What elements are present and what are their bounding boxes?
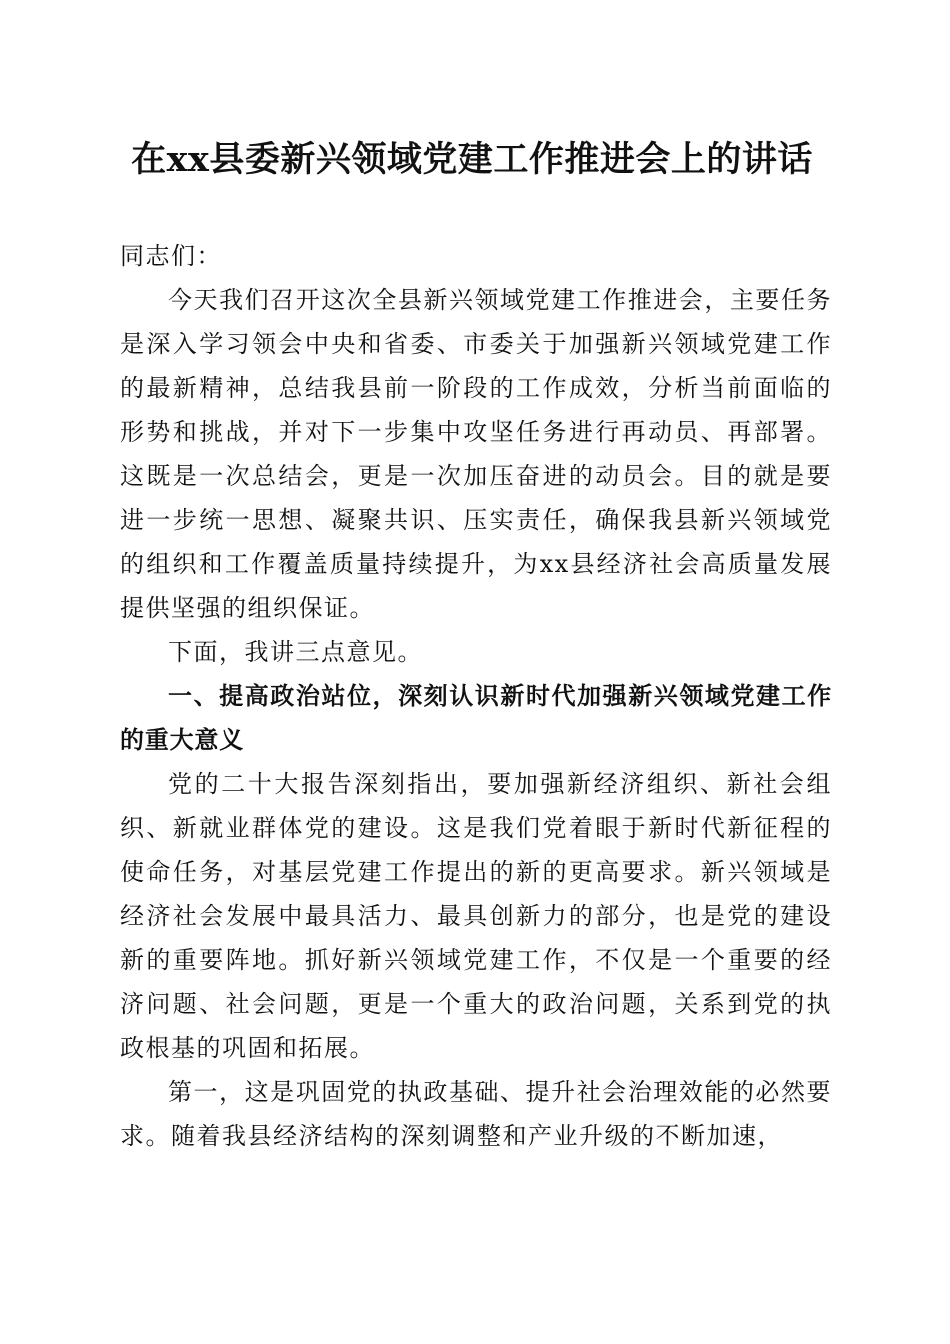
section-heading-1: 一、提高政治站位，深刻认识新时代加强新兴领域党建工作的重大意义 — [120, 682, 832, 754]
document-title: 在xx县委新兴领域党建工作推进会上的讲话 — [131, 139, 813, 180]
paragraph-first-point: 第一，这是巩固党的执政基础、提升社会治理效能的必然要求。随着我县经济结构的深刻调整和产业升级的不断加速， — [120, 1078, 832, 1150]
paragraph-outline: 下面，我讲三点意见。 — [168, 638, 423, 666]
document-page — [120, 130, 832, 1158]
paragraph-significance: 党的二十大报告深刻指出，要加强新经济组织、新社会组织、新就业群体党的建设。这是我们党着眼于新时代新征程的使命任务，对基层党建工作提出的新的更高要求。新兴领域是经济社会发展中最具活力、最具创新力的部分，也是党的建设新的重要阵地。抓好新兴领域党建工作，不仅是一个重要的经济问题、社会问题，更是一个重大的政治问题，关系到党的执政根基的巩固和拓展。 — [120, 770, 832, 1062]
paragraph-opening: 今天我们召开这次全县新兴领域党建工作推进会，主要任务是深入学习领会中央和省委、市委关于加强新兴领域党建工作的最新精神，总结我县前一阶段的工作成效，分析当前面临的形势和挑战，并对下一步集中攻坚任务进行再动员、再部署。这既是一次总结会，更是一次加压奋进的动员会。目的就是要进一步统一思想、凝聚共识、压实责任，确保我县新兴领域党的组织和工作覆盖质量持续提升，为xx县经济社会高质量发展提供坚强的组织保证。 — [120, 286, 832, 622]
salutation: 同志们： — [120, 242, 222, 270]
